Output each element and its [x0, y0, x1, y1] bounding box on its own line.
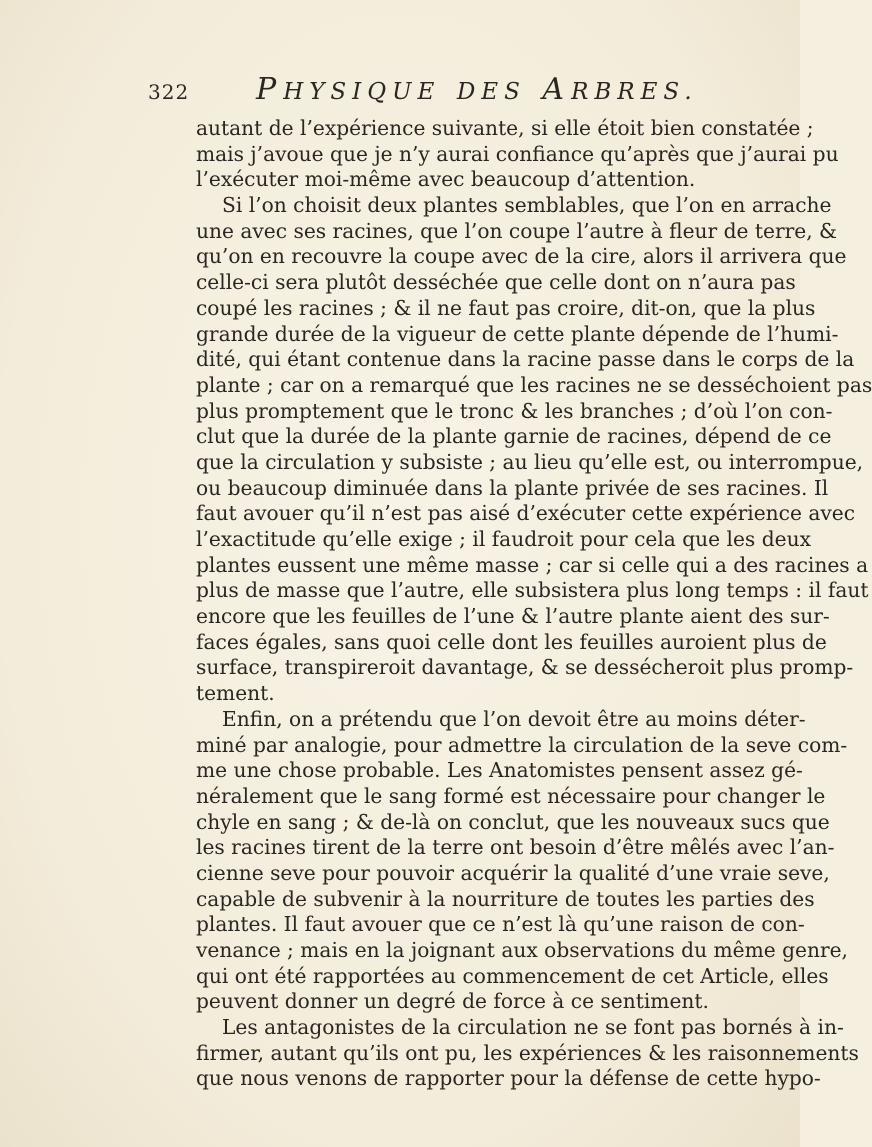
text-line: une avec ses racines, que l’on coupe l’autre à fleur de terre, &: [196, 218, 838, 243]
title-word-1-rest: HYSIQUE: [283, 79, 441, 105]
text-line: plus de masse que l’autre, elle subsistera plus long temps : il faut: [196, 578, 869, 603]
title-word-3-rest: RBRES.: [571, 79, 698, 105]
text-line: grande durée de la vigueur de cette plante dépende de l’humi-: [196, 321, 839, 346]
text-line: capable de subvenir à la nourriture de toutes les parties des: [196, 886, 815, 911]
text-line: coupé les racines ; & il ne faut pas croire, dit-on, que la plus: [196, 295, 816, 320]
text-line: qu’on en recouvre la coupe avec de la cire, alors il arrivera que: [196, 244, 847, 269]
text-line: me une chose probable. Les Anatomistes pensent assez gé-: [196, 758, 803, 783]
text-line: autant de l’expérience suivante, si elle étoit bien constatée ;: [196, 116, 814, 140]
text-line: celle-ci sera plutôt desséchée que celle dont on n’aura pas: [196, 270, 796, 295]
text-line: plantes eussent une même masse ; car si celle qui a des racines a: [196, 552, 869, 577]
text-line: chyle en sang ; & de-là on conclut, que les nouveaux sucs que: [196, 809, 830, 834]
text-line: l’exactitude qu’elle exige ; il faudroit pour cela que les deux: [196, 527, 811, 551]
text-line: Si l’on choisit deux plantes semblables, que l’on en arrache: [222, 193, 832, 218]
page-number: 322: [148, 80, 190, 104]
text-line: miné par analogie, pour admettre la circulation de la seve com-: [196, 732, 848, 757]
text-line: venance ; mais en la joignant aux observations du même genre,: [196, 938, 848, 962]
text-line: plante ; car on a remarqué que les racines ne se desséchoient pas: [196, 372, 872, 397]
text-line: néralement que le sang formé est nécessaire pour changer le: [196, 783, 826, 808]
running-title: [256, 72, 698, 107]
text-line: qui ont été rapportées au commencement de cet Article, elles: [196, 963, 829, 988]
text-line: tement.: [196, 681, 275, 706]
text-line: cienne seve pour pouvoir acquérir la qualité d’une vraie seve,: [196, 860, 830, 885]
text-line: peuvent donner un degré de force à ce sentiment.: [196, 989, 709, 1014]
text-line: que nous venons de rapporter pour la défense de cette hypo-: [196, 1066, 821, 1091]
text-line: dité, qui étant contenue dans la racine passe dans le corps de la: [196, 347, 855, 372]
title-word-1-initial: P: [256, 72, 284, 107]
text-line: que la circulation y subsiste ; au lieu qu’elle est, ou interrompue,: [196, 449, 864, 474]
text-line: Enfin, on a prétendu que l’on devoit être au moins déter-: [222, 706, 806, 731]
title-word-2: DES: [456, 79, 526, 105]
body-text: [196, 116, 872, 1092]
text-line: Les antagonistes de la circulation ne se font pas bornés à in-: [222, 1015, 844, 1040]
text-line: ou beaucoup diminuée dans la plante privée de ses racines. Il: [196, 475, 829, 500]
page-header: [148, 72, 788, 112]
title-word-3-initial: A: [542, 72, 572, 107]
text-line: les racines tirent de la terre ont besoin d’être mêlés avec l’an-: [196, 835, 835, 860]
text-line: mais j’avoue que je n’y aurai confiance qu’après que j’aurai pu: [196, 141, 839, 166]
text-line: surface, transpireroit davantage, & se dessécheroit plus promp-: [196, 655, 854, 680]
text-line: clut que la durée de la plante garnie de racines, dépend de ce: [196, 424, 832, 449]
text-line: encore que les feuilles de l’une & l’autre plante aient des sur-: [196, 604, 830, 629]
text-line: plantes. Il faut avouer que ce n’est là qu’une raison de con-: [196, 912, 805, 937]
text-line: faces égales, sans quoi celle dont les feuilles auroient plus de: [196, 629, 827, 654]
text-line: plus promptement que le tronc & les branches ; d’où l’on con-: [196, 398, 833, 423]
text-line: l’exécuter moi-même avec beaucoup d’attention.: [196, 167, 696, 192]
text-line: firmer, autant qu’ils ont pu, les expériences & les raisonnements: [196, 1040, 859, 1065]
text-line: faut avouer qu’il n’est pas aisé d’exécuter cette expérience avec: [196, 501, 856, 526]
